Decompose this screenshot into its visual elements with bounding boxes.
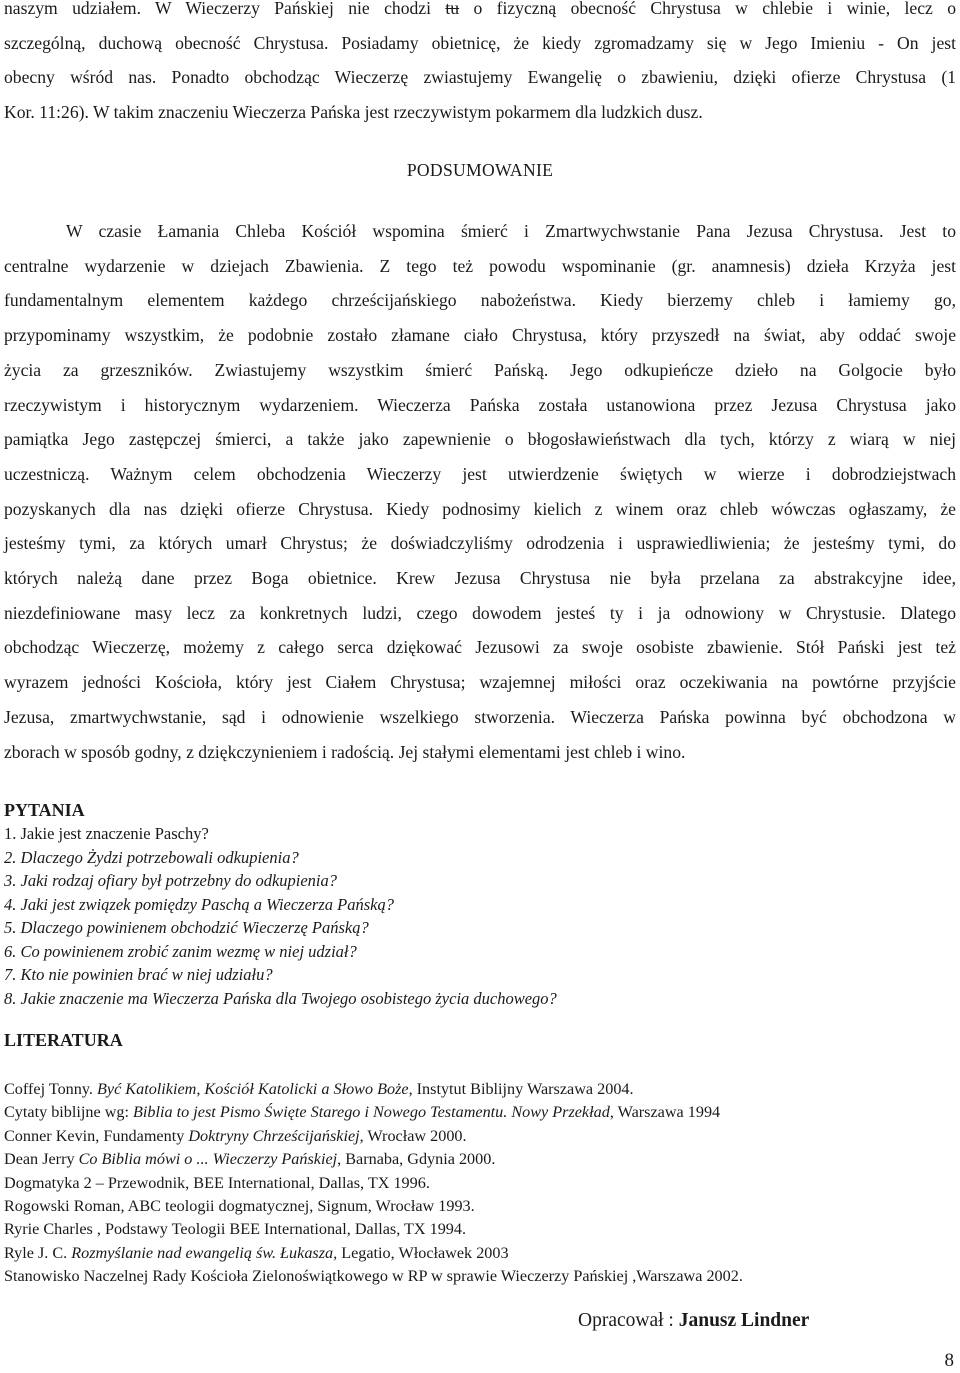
reference-item: Coffej Tonny. Być Katolikiem, Kościół Katolicki a Słowo Boże, Instytut Biblijny Warszawa 2004. [4,1080,634,1098]
question-item: 4. Jaki jest związek pomiędzy Paschą a Wieczerza Pańską? [4,894,394,914]
questions-heading: PYTANIA [4,800,85,820]
summary-line: Jezusa, zmartwychwstanie, sąd i odnowienie wszelkiego stworzenia. Wieczerza Pańska powinna być obchodzona w [4,706,956,727]
question-item: 1. Jakie jest znaczenie Paschy? [4,824,209,843]
reference-item: Dogmatyka 2 – Przewodnik, BEE International, Dallas, TX 1996. [4,1173,430,1192]
intro-line: obecny wśród nas. Ponadto obchodząc Wieczerzę zwiastujemy Ewangelię o zbawieniu, dzięki ofierze Chrystusa (1 [4,67,956,87]
summary-line: wyrazem jedności Kościoła, który jest Ciałem Chrystusa; wzajemnej miłości oraz oczekiwania na powtórne przyjście [4,672,956,693]
summary-line: fundamentalnym elementem każdego chrześcijańskiego nabożeństwa. Kiedy bierzemy chleb i łamiemy go, [4,290,956,311]
summary-line: niezdefiniowane masy lecz za konkretnych ludzi, czego dowodem jesteś ty i ja odnowiony w Chrystusie. Dlatego [4,602,956,623]
summary-line: obchodząc Wieczerzę, możemy z całego serca dziękować Jezusowi za swoje osobiste zbawienie. Stół Pański jest też [4,637,956,658]
summary-line: życia za grzeszników. Zwiastujemy wszystkim śmierć Pańską. Jego odkupieńcze dzieło na Golgocie było [4,359,956,380]
reference-item: Dean Jerry Co Biblia mówi o ... Wieczerzy Pańskiej, Barnaba, Gdynia 2000. [4,1150,496,1169]
summary-line: których należą dane przez Boga obietnice. Krew Jezusa Chrystusa nie była przelana za abstrakcyjne idee, [4,568,956,589]
summary-line: uczestniczą. Ważnym celem obchodzenia Wieczerzy jest utwierdzenie świętych w wierze i dobrodziejstwach [4,463,956,484]
literature-heading: LITERATURA [4,1030,123,1050]
author-credit: Opracował : Janusz Lindner [578,1310,810,1331]
question-item: 5. Dlaczego powinienem obchodzić Wieczerzę Pańską? [4,918,369,937]
reference-item: Ryle J. C. Rozmyślanie nad ewangelią św. Łukasza, Legatio, Włocławek 2003 [4,1243,509,1262]
reference-item: Stanowisko Naczelnej Rady Kościoła Zielonoświątkowego w RP w sprawie Wieczerzy Pańskiej ,Warszawa 2002. [4,1267,743,1286]
summary-line: przypominamy wszystkim, że podobnie zostało złamane ciało Chrystusa, który przyszedł na świat, aby oddać swoje [4,325,956,346]
struck-word: tu [445,0,460,18]
question-item: 3. Jaki rodzaj ofiary był potrzebny do odkupienia? [4,871,338,890]
page-number: 8 [944,1350,954,1371]
author-name: Janusz Lindner [678,1310,810,1331]
intro-paragraph [4,0,956,129]
intro-line: szczególną, duchową obecność Chrystusa. Posiadamy obietnicę, że kiedy zgromadzamy się w Jego Imieniu - On jest [4,32,956,53]
intro-line: naszym udziałem. W Wieczerzy Pańskiej nie chodzi tu o fizyczną obecność Chrystusa w chlebie i winie, lecz o [4,0,956,18]
literature-list [4,1078,954,1289]
question-item: 8. Jakie znaczenie ma Wieczerza Pańska dla Twojego osobistego życia duchowego? [4,988,557,1008]
summary-line: centralne wydarzenie w dziejach Zbawienia. Z tego też powodu wspominanie (gr. anamnesis) dzieła Krzyża jest [4,255,956,276]
summary-line: zborach w sposób godny, z dziękczynieniem i radością. Jej stałymi elementami jest chleb i wino. [4,741,686,762]
reference-item: Ryrie Charles , Podstawy Teologii BEE International, Dallas, TX 1994. [4,1220,467,1239]
reference-item: Cytaty biblijne wg: Biblia to jest Pismo Święte Starego i Nowego Testamentu. Nowy Przekład, Warszawa 1994 [4,1103,721,1122]
summary-heading: PODSUMOWANIE [406,160,554,180]
summary-line: W czasie Łamania Chleba Kościół wspomina śmierć i Zmartwychwstanie Pana Jezusa Chrystusa. Jest to [66,221,956,241]
question-item: 6. Co powinienem zrobić zanim wezmę w niej udział? [4,941,357,961]
questions-list [4,822,944,1010]
summary-line: jesteśmy tymi, za których umarł Chrystus; że doświadczyliśmy odrodzenia i usprawiedliwienia; że jesteśmy tymi, do [4,533,956,554]
reference-item: Conner Kevin, Fundamenty Doktryny Chrześcijańskiej, Wrocław 2000. [4,1126,467,1145]
intro-line: Kor. 11:26). W takim znaczeniu Wieczerza Pańska jest rzeczywistym pokarmem dla ludzkich dusz. [4,101,703,122]
question-item: 7. Kto nie powinien brać w niej udziału? [4,965,273,984]
summary-line: pamiątka Jego zastępczej śmierci, a także jako zapewnienie o błogosławieństwach dla tych, którzy z wiarą w niej [4,429,956,450]
question-item: 2. Dlaczego Żydzi potrzebowali odkupienia? [4,847,299,867]
summary-line: pozyskanych dla nas dzięki ofierze Chrystusa. Kiedy podnosimy kielich z winem oraz chleb wówczas ogłaszamy, że [4,498,956,519]
reference-item: Rogowski Roman, ABC teologii dogmatycznej, Signum, Wrocław 1993. [4,1197,475,1216]
summary-paragraph [4,214,956,769]
summary-line: rzeczywistym i historycznym wydarzeniem. Wieczerza Pańska została ustanowiona przez Jezusa Chrystusa jako [4,394,956,415]
